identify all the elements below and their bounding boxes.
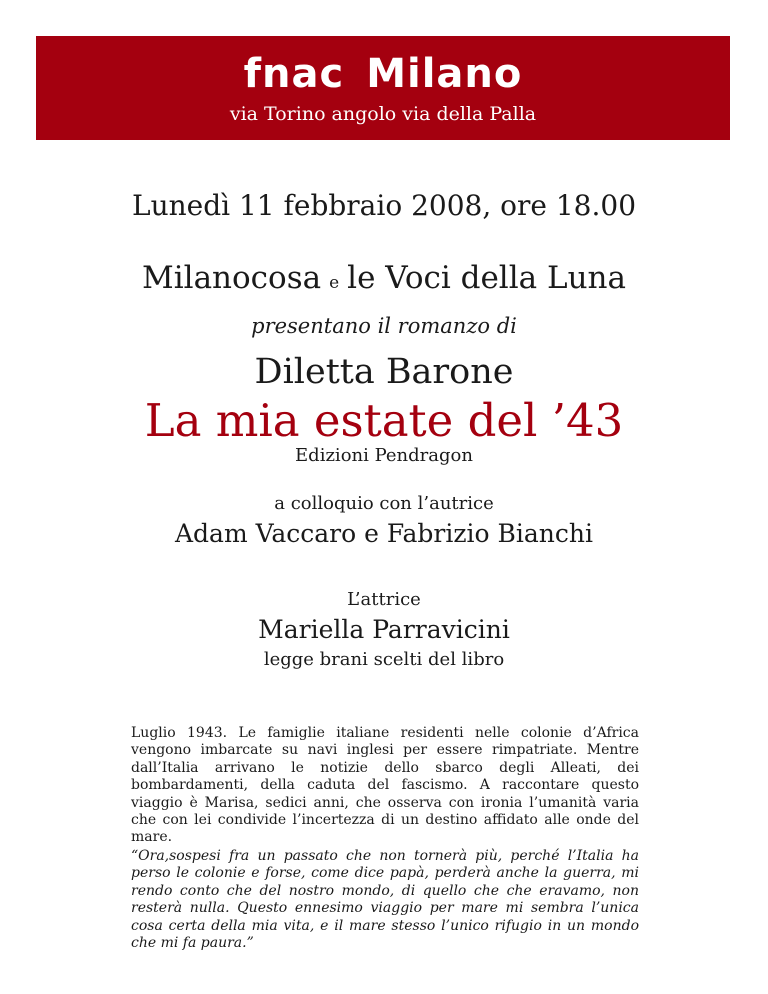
store-address: via Torino angolo via della Palla (229, 103, 537, 125)
brand-name: fnac (243, 51, 345, 97)
store-logo (36, 50, 730, 98)
book-quote: “Ora,sospesi fra un passato che non tornerà più, perché l’Italia ha perso le colonie e forse, come dice papà, perderà anche la guerra, mi rendo conto che del nostro mondo, di quello che che eravamo, non resterà nulla. Questo ennesimo viaggio per mare mi sembra l’unica cosa certa della mia vita, e il mare stesso l’unico rifugio in un mondo che mi fa paura.” (131, 848, 639, 952)
event-date: Lunedì 11 febbraio 2008, ore 18.00 (131, 189, 637, 222)
book-title: La mia estate del ’43 (144, 394, 624, 447)
presenter-voci-della-luna: le Voci della Luna (347, 260, 626, 296)
city-name: Milano (366, 51, 523, 97)
presenters-line (0, 258, 768, 303)
actress-action: legge brani scelti del libro (263, 649, 505, 670)
actress-label: L’attrice (347, 589, 421, 610)
conjunction: e (329, 273, 340, 293)
presenter-milanocosa: Milanocosa (142, 260, 322, 296)
colloquio-label: a colloquio con l’autrice (274, 493, 494, 514)
publisher: Edizioni Pendragon (295, 445, 473, 466)
moderators: Adam Vaccaro e Fabrizio Bianchi (174, 519, 594, 548)
actress-name: Mariella Parravicini (258, 615, 510, 644)
synopsis-paragraph: Luglio 1943. Le famiglie italiane residenti nelle colonie d’Africa vengono imbarcate su navi inglesi per essere rimpatriate. Mentre dall’Italia arrivano le notizie dello sbarco degli Alleati, dei bombardamenti, della caduta del fascismo. A raccontare questo viaggio è Marisa, sedici anni, che osserva con ironia l’umanità varia che con lei condivide l’incertezza di un destino affidato alle onde del mare. (131, 725, 639, 846)
author-name: Diletta Barone (254, 352, 514, 392)
presents-text: presentano il romanzo di (251, 314, 517, 338)
header-banner (36, 36, 730, 140)
